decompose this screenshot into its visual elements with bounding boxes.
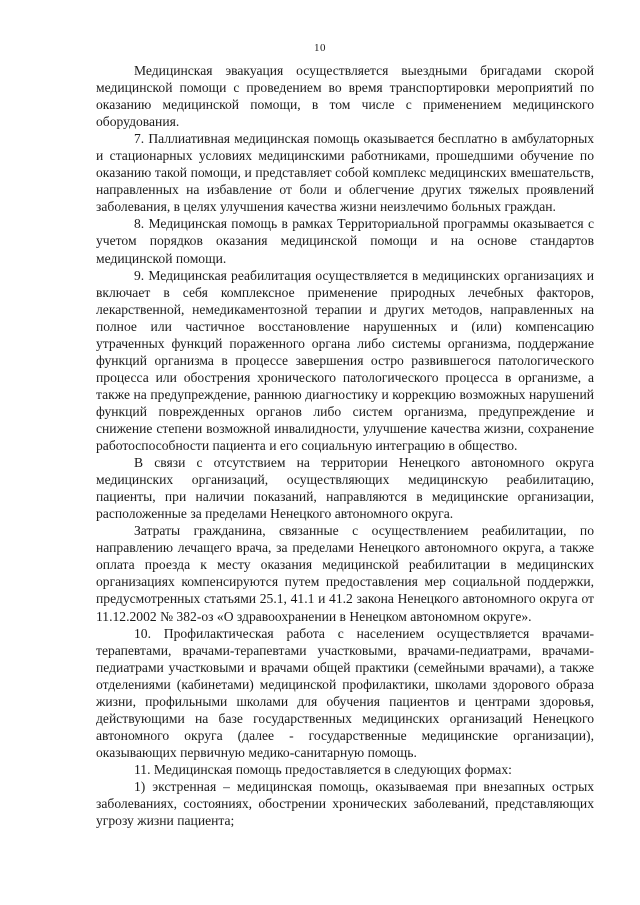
paragraph-7-palliative-care: 7. Паллиативная медицинская помощь оказывается бесплатно в амбулаторных и стационарных условиях медицинскими работниками, прошедшими обучение по оказанию такой помощи, и представляет собой комплекс медицинских вмешательств, направленных на избавление от боли и облегчение других тяжелых проявлений заболевания, в целях улучшения качества жизни неизлечимо больных граждан.: [96, 131, 594, 215]
paragraph-9-rehabilitation: 9. Медицинская реабилитация осуществляется в медицинских организациях и включает в себя комплексное применение природных лечебных факторов, лекарственной, немедикаментозной терапии и других методов, направленных на полное или частичное восстановление нарушенных и (или) компенсацию утраченных функций пораженного органа либо системы организма, поддержание функций организма в процессе завершения остро развившегося патологического процесса или обострения хронического патологического процесса в организме, а также на предупреждение, раннюю диагностику и коррекцию возможных нарушений функций поврежденных органов либо систем организма, предупреждение и снижение степени возможной инвалидности, улучшение качества жизни, сохранение работоспособности пациента и его социальную интеграцию в общество.: [96, 267, 594, 454]
paragraph-10-preventive-work: 10. Профилактическая работа с населением осуществляется врачами-терапевтами, врачами-терапевтами участковыми, врачами-педиатрами, врачами-педиатрами участковыми и врачами общей практики (семейными врачами), а также отделениями (кабинетами) медицинской профилактики, школами здорового образа жизни, профильными школами для обучения пациентов и центрами здоровья, действующими на базе государственных медицинских организаций Ненецкого автономного округа (далее - государственные медицинские организации), оказывающих первичную медико-санитарную помощь.: [96, 625, 594, 760]
paragraph-medical-evacuation: Медицинская эвакуация осуществляется выездными бригадами скорой медицинской помощи с проведением во время транспортировки мероприятий по оказанию медицинской помощи, в том числе с применением медицинского оборудования.: [96, 63, 594, 130]
paragraph-8-territorial-program: 8. Медицинская помощь в рамках Территориальной программы оказывается с учетом порядков оказания медицинской помощи и на основе стандартов медицинской помощи.: [96, 216, 594, 266]
paragraph-rehabilitation-outside-region: В связи с отсутствием на территории Ненецкого автономного округа медицинских организаций, осуществляющих медицинскую реабилитацию, пациенты, при наличии показаний, направляются в медицинские организации, расположенные за пределами Ненецкого автономного округа.: [96, 455, 594, 522]
document-body: [96, 62, 594, 829]
paragraph-costs-compensation: Затраты гражданина, связанные с осуществлением реабилитации, по направлению лечащего врача, за пределами Ненецкого автономного округа, а также оплата проезда к месту оказания медицинской реабилитации в медицинских организациях компенсируются путем предоставления мер социальной поддержки, предусмотренных статьями 25.1, 41.1 и 41.2 закона Ненецкого автономного округа от 11.12.2002 № 382-оз «О здравоохранении в Ненецком автономном округе».: [96, 523, 594, 624]
paragraph-emergency-care: 1) экстренная – медицинская помощь, оказываемая при внезапных острых заболеваниях, состояниях, обострении хронических заболеваний, представляющих угрозу жизни пациента;: [96, 778, 594, 829]
page-number: 10: [314, 42, 326, 54]
paragraph-11-forms-of-care: 11. Медицинская помощь предоставляется в следующих формах:: [134, 761, 512, 777]
